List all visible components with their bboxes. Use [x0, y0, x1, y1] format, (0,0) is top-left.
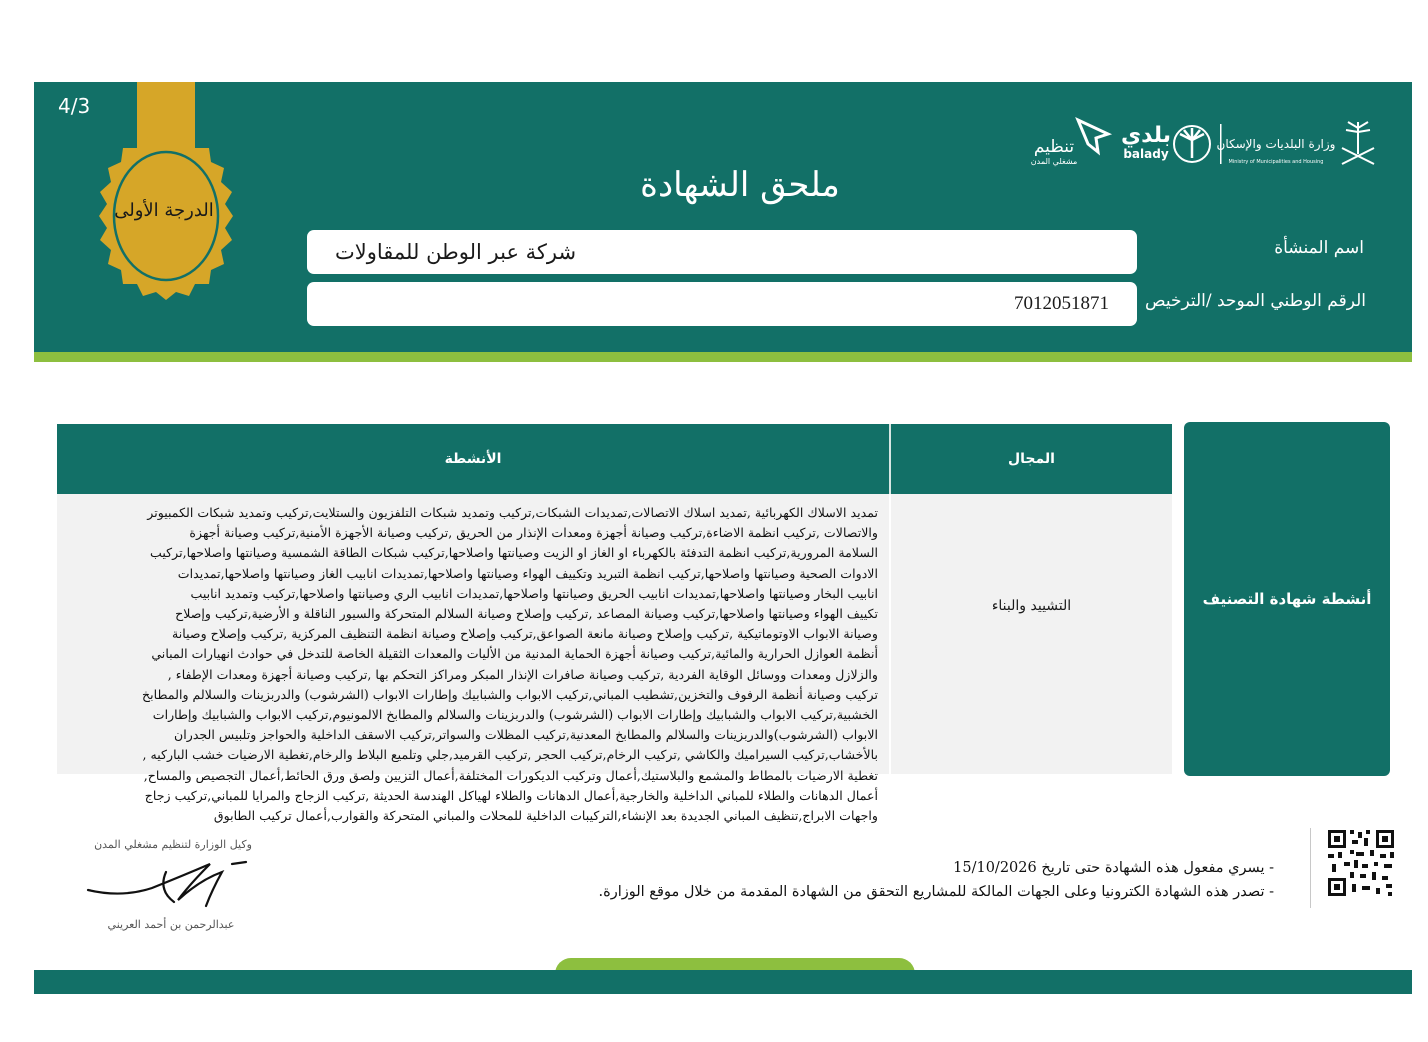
verification-note: - تصدر هذه الشهادة الكترونيا وعلى الجهات المالكة للمشاريع التحقق من الشهادة المقدمة من خلال موقع الوزارة.: [598, 884, 1274, 900]
activity-line: الابواب (الشرشوب)والدربزينات والسلالم والمطابخ المعدنية,تركيب المظلات والسواتر,تركيب الاسقف الداخلية والحواجز وتلبيس الجدران: [173, 727, 878, 743]
qr-divider: [1310, 828, 1311, 908]
tanzeem-sub-text: مشغلي المدن: [1030, 157, 1078, 166]
establishment-name-value: شركة عبر الوطن للمقاولات: [335, 240, 577, 264]
column-header-activities: الأنشطة: [444, 451, 502, 467]
page-title: ملحق الشهادة: [640, 165, 840, 205]
activity-line: والزلازل ومعدات ووسائل الوقاية الفردية ,تركيب وصيانة صافرات الإنذار المبكر ومراكز التحكم بها ,تركيب وصيانة أجهزة ومعدات الإطفاء ,: [167, 666, 878, 682]
signature-icon: [82, 850, 252, 914]
activities-cell: [68, 503, 878, 826]
activity-line: بالأخشاب,تركيب السيراميك والكاشي ,تركيب الرخام,تركيب الحجر ,تركيب القرميد,جلي وتلميع البلاط والرخام,تغطية الارضيات خشب الباركيه ,: [142, 747, 878, 763]
classification-activities-box: [1184, 422, 1390, 776]
tanzeem-logo-text: تنظيم: [1033, 137, 1075, 157]
activity-line: أعمال الدهانات والطلاء للمباني الداخلية والخارجية,أعمال الدهانات والطلاء لهياكل الهندسة الحديثة ,تركيب الزجاج والمرايا للمباني,تركيب زجاج: [144, 787, 878, 803]
grade-badge-label: الدرجة الأولى: [114, 200, 214, 221]
classification-activities-title: أنشطة شهادة التصنيف: [1202, 590, 1372, 608]
activity-line: السلامة المرورية,تركيب انظمة التدفئة بالكهرباء او الغاز او الزيت وصيانتها واصلاحها,تركيب شبكات الطاقة الشمسية وصيانتها واصلاحها,تركيب: [149, 545, 878, 561]
validity-note: - يسري مفعول هذه الشهادة حتى تاريخ 15/10/2026: [953, 860, 1274, 876]
page-number: 4/3: [58, 94, 91, 118]
activity-line: الخشبية,تركيب الابواب والشبابيك وإطارات الابواب (الشرشوب) والدربزينات والسلالم والمطابخ الالمونيوم,تركيب الابواب والشبابيك وإطارات: [152, 707, 878, 723]
table-body-divider: [889, 494, 891, 774]
activity-line: وصيانة الابواب الاوتوماتيكية ,تركيب وإصلاح وصيانة مانعة الصواعق,تركيب وإصلاح وصيانة انظمة التنظيف المركزية ,تركيب وإصلاح وصيانة: [172, 626, 878, 642]
qr-code-icon: [1326, 828, 1396, 898]
license-number-field: [307, 282, 1137, 326]
field-value-cell: التشييد والبناء: [991, 598, 1072, 614]
activity-line: تكييف الهواء وصيانتها واصلاحها,تركيب وصيانة المصاعد ,تركيب وإصلاح وصيانة السلالم المتحركة والسيور الناقلة و الأرضية,تركيب وإصلاح: [175, 606, 878, 622]
activity-line: والاتصالات ,تركيب انظمة الاضاءة,تركيب وصيانة أجهزة ومعدات الإنذار من الحريق ,تركيب وصيانة الأجهزة الأمنية,تركيب وصيانة أجهزة: [189, 525, 878, 541]
establishment-name-field: [307, 230, 1137, 274]
activity-line: تمديد الاسلاك الكهربائية ,تمديد اسلاك الاتصالات,تمديدات الشبكات,تركيب وتمديد شبكات التلفزيون والستلايت,تركيب وتمديد شبكات الكمبيوتر: [147, 505, 878, 520]
balady-logo-en: balady: [1123, 147, 1169, 161]
ministry-emblem-icon: [1342, 122, 1374, 164]
establishment-name-label: اسم المنشأة: [1274, 238, 1364, 258]
header-logos: [1030, 108, 1386, 172]
activity-line: واجهات الابراج,تنظيف المباني الجديدة بعد الإنشاء,التركيبات الداخلية للمحلات والمباني المتحركة والقوارب,أعمال تركيب الطابوق: [213, 808, 878, 824]
activity-line: تركيب وصيانة أنظمة الرفوف والتخزين,تشطيب المباني,تركيب الابواب والشبابيك وإطارات الابواب (الشرشوب) والدربزينات والسلالم والمطابخ: [142, 686, 878, 702]
activity-line: أنظمة العوازل الحرارية والمائية,تركيب وصيانة أجهزة الحماية المدنية من الأليات والمعدات الثقيلة الخاصة للتدخل في حوادث انهيارات المباني: [151, 646, 878, 662]
balady-palm-icon: [1174, 126, 1210, 162]
activity-line: الادوات الصحية وصيانتها واصلاحها,تركيب انظمة التبريد وتكييف الهواء وصيانتها واصلاحها,تمديدات انابيب الغاز وصيانتها واصلاحها,تمديدات: [177, 565, 878, 581]
signatory-name: عبدالرحمن بن أحمد العريني: [107, 918, 235, 931]
signatory-title: وكيل الوزارة لتنظيم مشغلي المدن: [94, 838, 252, 851]
certificate-footer: [34, 970, 1412, 994]
activity-line: تغطية الارضيات بالمطاط والمشمع والبلاستيك,أعمال وتركيب الديكورات المختلفة,أعمال التزيين ولصق ورق الحائط,أعمال التجصيص والمساح,: [143, 767, 878, 783]
tanzeem-arrow-icon: [1078, 120, 1108, 152]
balady-logo-text: بلدي: [1120, 123, 1172, 148]
activity-line: انابيب البخار وصيانتها واصلاحها,تمديدات انابيب الحريق وصيانتها واصلاحها,تمديدات انابيب الري وصيانتها واصلاحها,تركيب وتمديد انابيب: [190, 585, 878, 601]
header-accent-stripe: [34, 352, 1412, 362]
license-number-label: الرقم الوطني الموحد /الترخيص: [1145, 291, 1366, 311]
ministry-name-en: Ministry of Municipalities and Housing: [1228, 159, 1324, 165]
column-header-field: المجال: [1008, 451, 1055, 467]
license-number-value: 7012051871: [1014, 293, 1109, 314]
ministry-name-text: وزارة البلديات والإسكان: [1216, 137, 1336, 151]
